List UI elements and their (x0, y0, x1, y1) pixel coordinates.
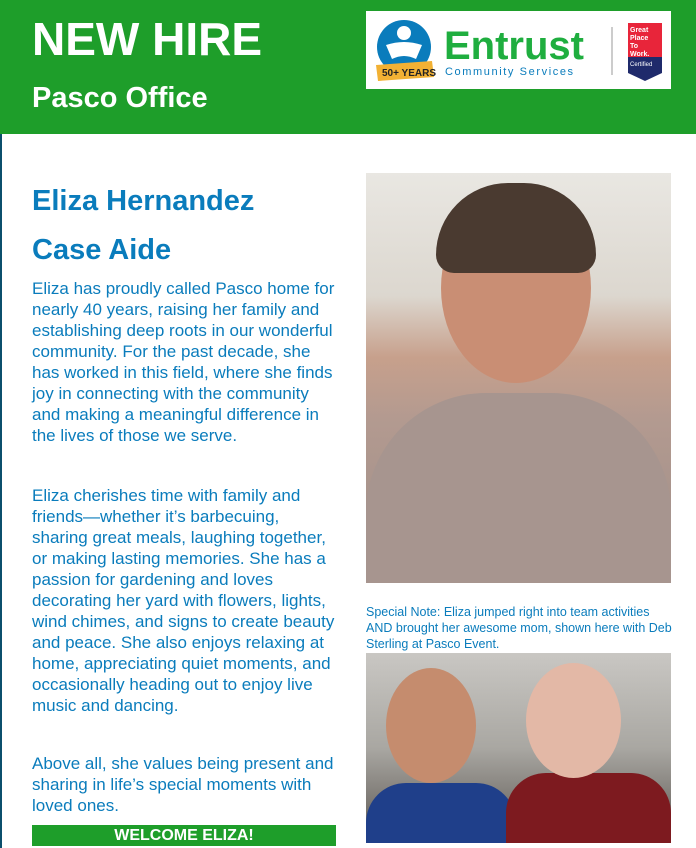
svg-text:Certified: Certified (630, 62, 653, 68)
bio-paragraph: Eliza has proudly called Pasco home for nearly 40 years, raising her family and establishing deep roots in our wonderful community. For the past decade, she has worked in this field, where she finds joy in connecting with the community and making a meaningful difference in the lives of those we serve. (32, 279, 335, 445)
svg-text:Great: Great (630, 27, 649, 34)
bio-paragraph: Above all, she values being present and sharing in life’s special moments with loved ones. (32, 754, 334, 815)
page-title: NEW HIRE (32, 13, 262, 65)
event-photo (366, 653, 671, 843)
svg-text:Work.: Work. (630, 51, 650, 58)
employee-name: Eliza Hernandez (32, 185, 255, 217)
employee-role: Case Aide (32, 234, 172, 266)
welcome-banner: WELCOME ELIZA! (32, 825, 336, 846)
svg-text:Place: Place (630, 35, 649, 42)
svg-text:To: To (630, 43, 639, 50)
svg-text:50+ YEARS: 50+ YEARS (382, 68, 437, 79)
special-note: Special Note: Eliza jumped right into team activities AND brought her awesome mom, shown here with Deb Sterling at Pasco Event. (366, 605, 672, 651)
bio-paragraph: Eliza cherishes time with family and friends—whether it’s barbecuing, sharing great meals, laughing together, or making lasting memories. She has a passion for gardening and loves decorating her yard with flowers, lights, wind chimes, and signs to create beauty and peace. She also enjoys relaxing at home, appreciating quiet moments, and occasionally heading out to enjoy live music and dancing. (32, 486, 335, 715)
employee-photo (366, 173, 671, 583)
svg-text:Community Services: Community Services (445, 66, 575, 78)
header-banner (0, 0, 696, 134)
entrust-logo (366, 11, 671, 89)
office-subtitle: Pasco Office (32, 82, 208, 114)
left-border (0, 134, 2, 848)
svg-text:Entrust: Entrust (444, 24, 584, 68)
